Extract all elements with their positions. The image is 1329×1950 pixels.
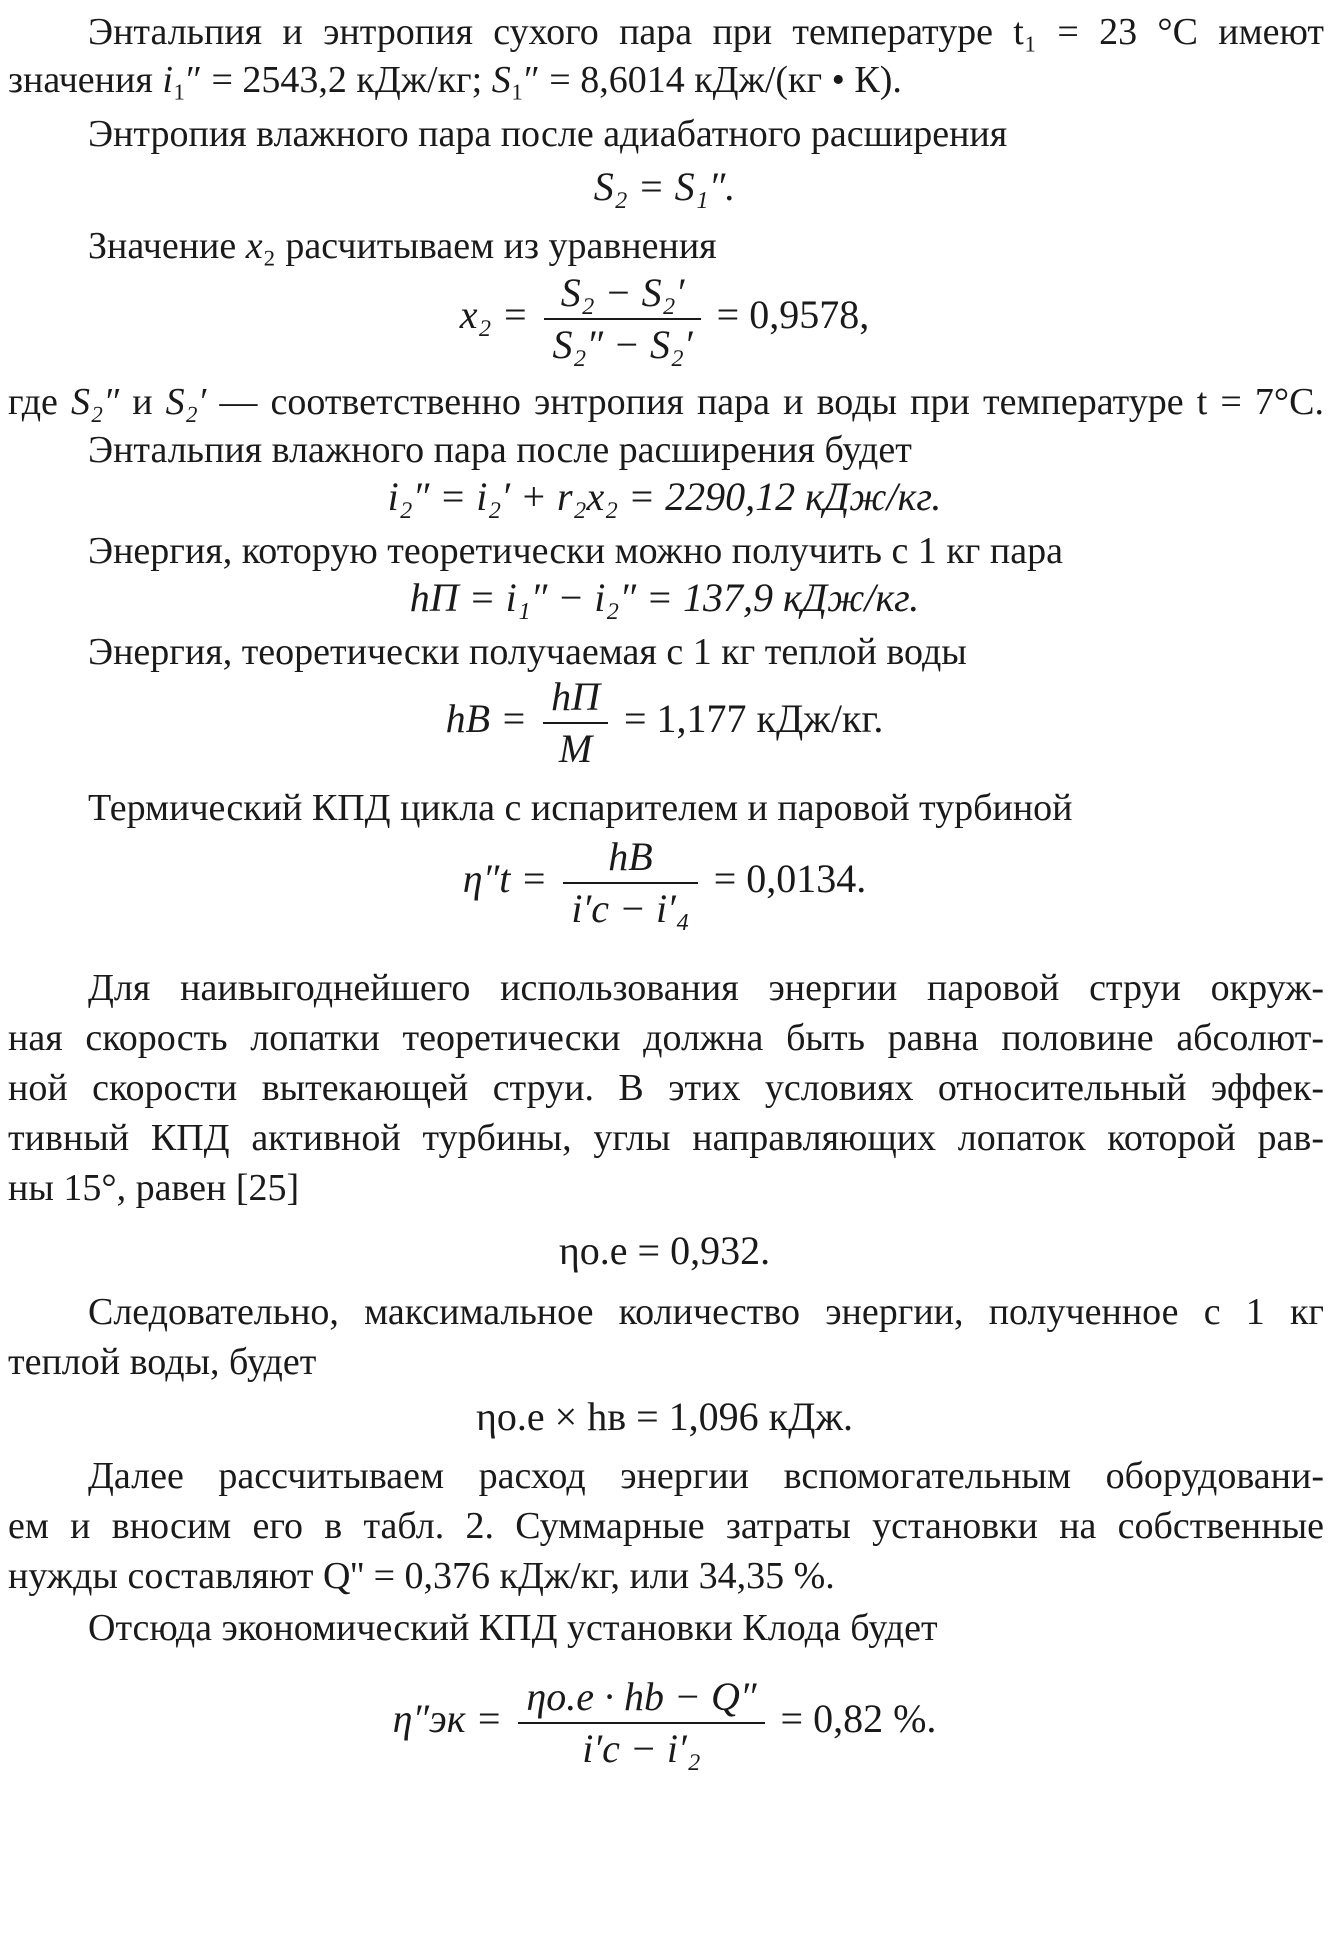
text-line: тивный КПД активной турбины, углы направляющих лопаток которой рав-: [8, 1117, 1324, 1159]
text-line: Следовательно, максимальное количество энергии, полученное с 1 кг: [88, 1291, 1324, 1333]
text-line: теплой воды, будет: [8, 1341, 317, 1383]
equation-hp: hП = i₁″ − i₂″ = 137,9 кДж/кг.: [409, 575, 920, 620]
text-line: Энтропия влажного пара после адиабатного расширения: [88, 113, 1008, 155]
text-line: Термический КПД цикла с испарителем и паровой турбиной: [88, 787, 1073, 829]
text-line: где S₂″ и S₂′ — соответственно энтропия пара и воды при температуре t = 7°C.: [8, 381, 1324, 423]
equation-x2: x₂ = $\frac{\text{S₂ − S₂′}}{\text{S₂″ − S₂′}}$ = 0,9578,: [459, 270, 870, 367]
equation-eta-oe: ηо.е = 0,932.: [558, 1228, 771, 1273]
equation-enthalpy: i₂″ = i₂′ + r₂x₂ = 2290,12 кДж/кг.: [387, 474, 942, 519]
text-line: Энтальпия и энтропия сухого пара при температуре t₁ = 23 °C имеют: [88, 11, 1324, 53]
text-line: Далее рассчитываем расход энергии вспомогательным оборудовани-: [88, 1455, 1324, 1497]
equation-entropy: S₂ = S₁″.: [593, 164, 736, 209]
equation-thermal-efficiency: η″t = $\frac{hВ}{\text{i′c − i′₄}}$ = 0,0134.: [462, 834, 867, 931]
text-line: Энергия, которую теоретически можно получить с 1 кг пара: [88, 530, 1063, 572]
text-line: нужды составляют Q'' = 0,376 кДж/кг, или 34,35 %.: [8, 1555, 835, 1597]
text-line: Энтальпия влажного пара после расширения будет: [88, 429, 912, 471]
equation-hv: hВ = $\frac{hП}{M}$ = 1,177 кДж/кг.: [445, 674, 884, 771]
text-line: ной скорости вытекающей струи. В этих условиях относительный эффек-: [8, 1067, 1324, 1109]
text-line: Значение x₂ расчитываем из уравнения: [88, 225, 717, 267]
text-line: Отсюда экономический КПД установки Клода будет: [88, 1607, 938, 1649]
equation-economic-efficiency: η″эк = $\frac{\eta о.е \cdot hb - Q''}{\text{i′c − i′₂}}$ = 0,82 %.: [392, 1674, 937, 1771]
equation-max-energy: ηо.е × hв = 1,096 кДж.: [475, 1394, 854, 1439]
text-line: значения i₁″ = 2543,2 кДж/кг; S₁″ = 8,6014 кДж/(кг • К).: [8, 59, 902, 101]
text-line: ная скорость лопатки теоретически должна быть равна половине абсолют-: [8, 1017, 1324, 1059]
text-line: Энергия, теоретически получаемая с 1 кг теплой воды: [88, 631, 967, 673]
text-line: ем и вносим его в табл. 2. Суммарные затраты установки на собственные: [8, 1505, 1324, 1547]
text-line: ны 15°, равен [25]: [8, 1167, 300, 1209]
text-line: Для наивыгоднейшего использования энергии паровой струи окруж-: [88, 967, 1324, 1009]
